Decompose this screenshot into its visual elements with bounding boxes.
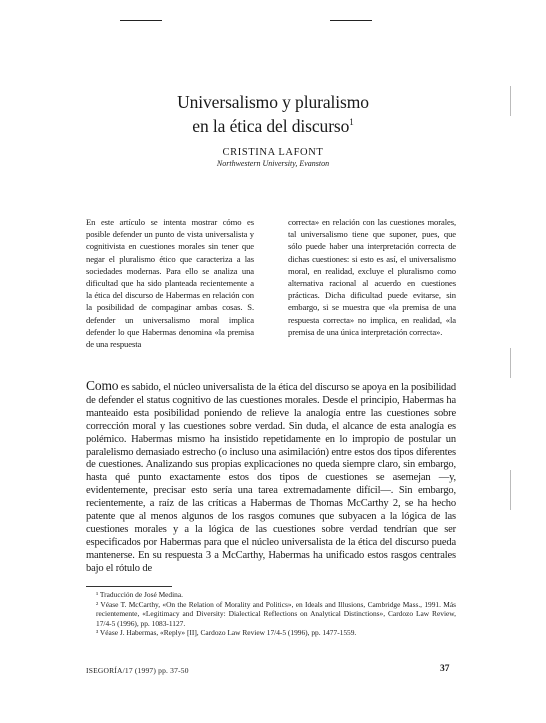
footnote-1: ¹ Traducción de José Medina. xyxy=(96,590,183,599)
body-paragraph xyxy=(86,380,456,576)
margin-mark xyxy=(510,470,511,510)
top-rule-left xyxy=(120,20,162,21)
title-footnote-marker: 1 xyxy=(349,117,354,127)
journal-reference: ISEGORÍA/17 (1997) pp. 37-50 xyxy=(86,666,189,675)
top-rule-right xyxy=(330,20,372,21)
footnote-2: ² Véase T. McCarthy, «On the Relation of Morality and Politics», en Ideals and Illusions, Cambridge Mass., 1991. Más recientemente, «Legitimacy and Diversity: Dialectical Reflections on Analytical Distinctions», Cardozo Law Review, 17/4-5 (1996), pp. 1083-1127. xyxy=(96,599,456,628)
author-affiliation: Northwestern University, Evanston xyxy=(216,159,330,168)
abstract-right-text: correcta» en relación con las cuestiones morales, tal universalismo tiene que suponer, pues, que sólo puede haber una interpretación correcta de dichas cuestiones: si esto es así, el universalismo moral, en realidad, excluye el pluralismo como alternativa racional al acuerdo en cuestiones prácticas. Dicha dificultad puede evitarse, sin embargo, si se muestra que «la premisa de una respuesta correcta» no implica, en realidad, «la premisa de una única interpretación correcta». xyxy=(288,217,456,337)
author-name: CRISTINA LAFONT xyxy=(222,147,324,158)
lead-word: Como xyxy=(86,378,119,393)
body-paragraph-text: es sabido, el núcleo universalista de la ética del discurso se apoya en la posibilidad de defender el status cognitivo de las cuestiones morales. Desde el principio, Habermas ha manteaido esta posibilidad poniendo de relieve la analogía entre las cuestiones sobre corrección moral y las cuestiones sobre verdad. Sin duda, el alcance de esta analogía es polémico. Habermas mismo ha insistido repetidamente en lo impropio de postular un paralelismo demasiado estrecho (o incluso una asimilación) entre estos dos tipos diferentes de cuestiones. Analizando sus propias explicaciones no queda siempre claro, sin embargo, hasta qué punto exactamente estos dos tipos de cuestiones se asemejan —y, evidentemente, precisar esto sería una tarea extremadamente difícil—. Sin embargo, recientemente, a raíz de las críticas a Habermas de Thomas McCarthy 2, se ha hecho patente que al menos algunos de los rasgos comunes que subyacen a la lógica de las cuestiones morales y a la lógica de las cuestiones sobre verdad tendrían que ser especificados por Habermas para que el núcleo universalista de la ética del discurso pueda mantenerse. En su respuesta 3 a McCarthy, Habermas ha unificado estos rasgos centrales bajo el rótulo de xyxy=(86,382,456,574)
abstract-left-text: En este artículo se intenta mostrar cómo es posible defender un punto de vista universalista y cognitivista en cuestiones morales sin tener que negar el pluralismo ético que caracteriza a las sociedades modernas. Para ello se analiza una dificultad que ha sido planteada recientemente a la ética del discurso de Habermas en relación con la posibilidad de compaginar ambas cosas. S. defender un universalismo moral implica defender lo que Habermas denomina «la premisa de una respuesta xyxy=(86,217,254,350)
abstract-right-column xyxy=(288,216,456,338)
title-line-2-text: en la ética del discurso xyxy=(192,115,350,136)
article-title xyxy=(0,92,546,136)
footnote-separator xyxy=(86,586,172,587)
footnotes xyxy=(86,590,456,638)
abstract-left-column xyxy=(86,216,254,350)
margin-mark xyxy=(510,348,511,378)
page-number: 37 xyxy=(440,664,450,674)
title-line-1: Universalismo y pluralismo xyxy=(177,92,369,112)
main-body xyxy=(86,380,456,576)
title-line-2 xyxy=(0,112,546,136)
footnote-3: ³ Véase J. Habermas, «Reply» [II], Cardozo Law Review 17/4-5 (1996), pp. 1477-1559. xyxy=(96,628,357,638)
